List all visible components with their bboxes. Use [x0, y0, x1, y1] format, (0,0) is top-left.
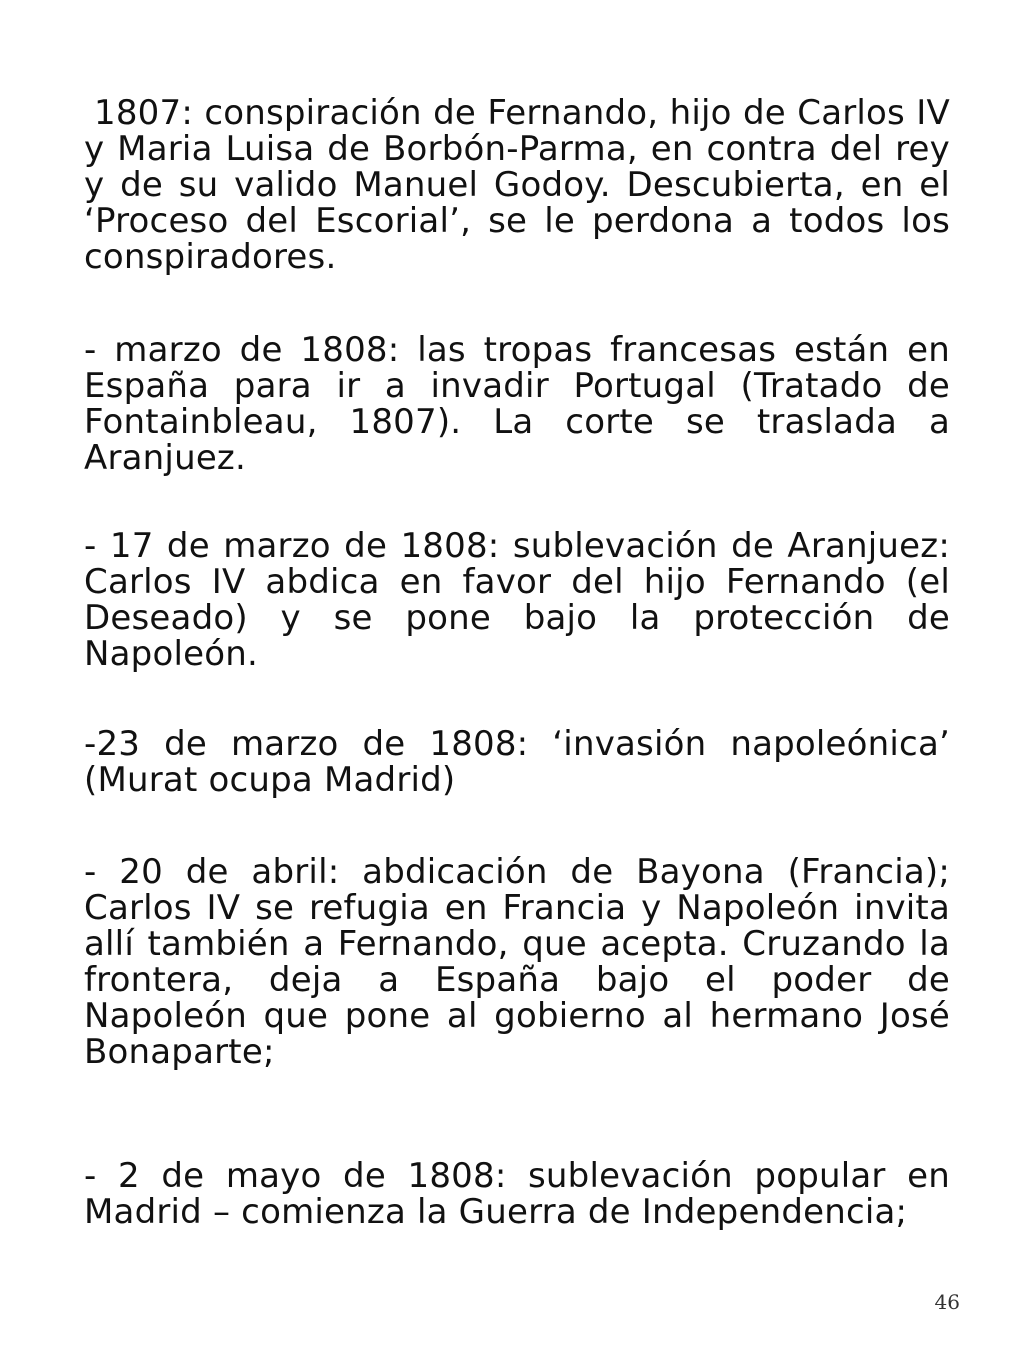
paragraph-marzo-1808-tropas: - marzo de 1808: las tropas francesas están en España para ir a invadir Portugal (Tratado de Fontainbleau, 1807). La corte se traslada a Aranjuez. — [84, 330, 950, 478]
paragraph-invasion-napoleonica: -23 de marzo de 1808: ‘invasión napoleónica’ (Murat ocupa Madrid) — [84, 724, 950, 800]
page-number: 46 — [934, 1290, 960, 1314]
paragraph-dos-de-mayo: - 2 de mayo de 1808: sublevación popular en Madrid – comienza la Guerra de Independencia; — [84, 1156, 950, 1232]
paragraph-abdicacion-bayona: - 20 de abril: abdicación de Bayona (Francia); Carlos IV se refugia en Francia y Napoleón invita allí también a Fernando, que acepta. Cruzando la frontera, deja a España bajo el poder de Napoleón que pone al gobierno al hermano José Bonaparte; — [84, 852, 950, 1072]
paragraph-motin-aranjuez: - 17 de marzo de 1808: sublevación de Aranjuez: Carlos IV abdica en favor del hijo Fernando (el Deseado) y se pone bajo la protección de Napoleón. — [84, 526, 950, 674]
paragraph-conspiracion-1807: 1807: conspiración de Fernando, hijo de Carlos IV y Maria Luisa de Borbón-Parma, en contra del rey y de su valido Manuel Godoy. Descubierta, en el ‘Proceso del Escorial’, se le perdona a todos los conspiradores. — [84, 93, 950, 277]
